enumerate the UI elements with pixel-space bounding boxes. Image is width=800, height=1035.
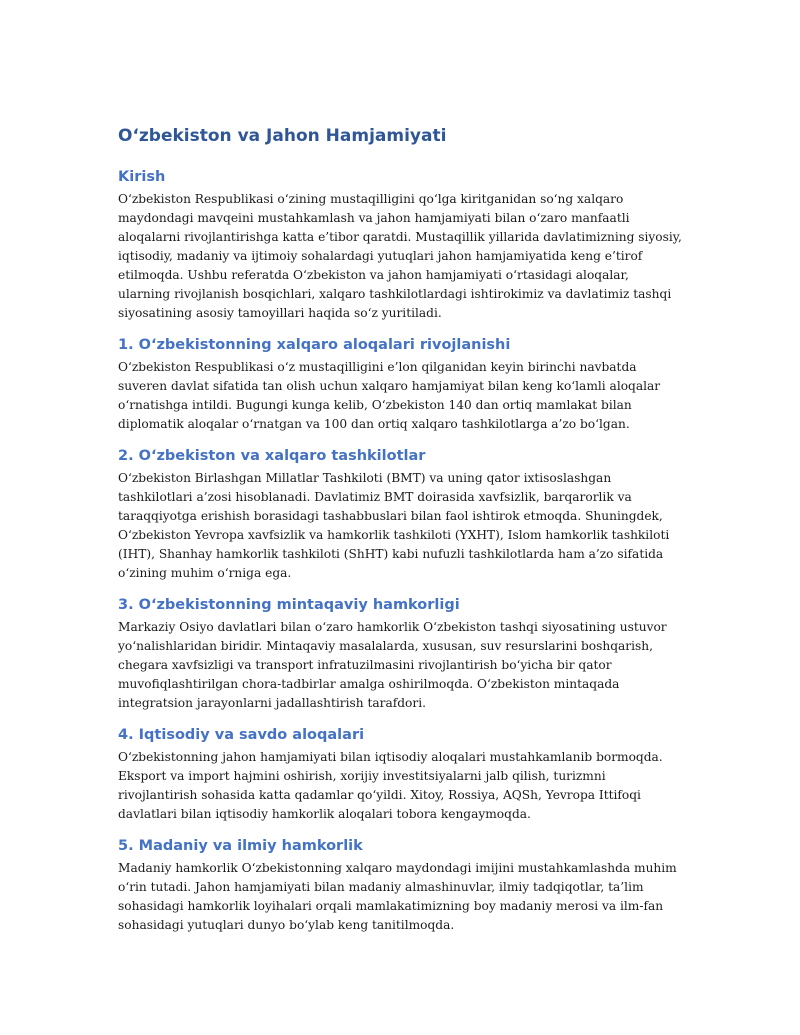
section-heading: 1. O‘zbekistonning xalqaro aloqalari rivojlanishi	[118, 337, 511, 353]
section-regional-cooperation	[118, 595, 683, 713]
section-paragraph: Markaziy Osiyo davlatlari bilan o‘zaro hamkorlik O‘zbekiston tashqi siyosatining ustuvor yo‘nalishlaridan biridir. Mintaqaviy masalalarda, xususan, suv resurslarini boshqarish, chegara xavfsizligi va transport infratuzilmasini rivojlantirish bo‘yicha bir qator muvofiqlashtirilgan chora-tadbirlar amalga oshirilmoqda. O‘zbekiston mintaqada integratsion jarayonlarni jadallashtirish tarafdori.	[118, 620, 667, 710]
section-paragraph: O‘zbekistonning jahon hamjamiyati bilan iqtisodiy aloqalari mustahkamlanib bormoqda. Eksport va import hajmini oshirish, xorijiy investitsiyalarni jalb qilish, turizmni rivojlantirish sohasida katta qadamlar qo‘yildi. Xitoy, Rossiya, AQSh, Yevropa Ittifoqi davlatlari bilan iqtisodiy hamkorlik aloqalari tobora kengaymoqda.	[118, 750, 663, 821]
section-heading: 5. Madaniy va ilmiy hamkorlik	[118, 838, 363, 854]
section-introduction	[118, 167, 683, 323]
document-page	[118, 124, 683, 947]
section-paragraph: O‘zbekiston Respublikasi o‘zining mustaqilligini qo‘lga kiritganidan so‘ng xalqaro maydondagi mavqeini mustahkamlash va jahon hamjamiyati bilan o‘zaro manfaatli aloqalarni rivojlantirishga katta e’tibor qaratdi. Mustaqillik yillarida davlatimizning siyosiy, iqtisodiy, madaniy va ijtimoiy sohalardagi yutuqlari jahon hamjamiyatida keng e’tirof etilmoqda. Ushbu referatda O‘zbekiston va jahon hamjamiyati o‘rtasidagi aloqalar, ularning rivojlanish bosqichlari, xalqaro tashkilotlardagi ishtirokimiz va davlatimiz tashqi siyosatining asosiy tamoyillari haqida so‘z yuritiladi.	[118, 192, 682, 320]
section-heading: Kirish	[118, 169, 166, 185]
section-international-relations	[118, 335, 683, 434]
section-heading: 3. O‘zbekistonning mintaqaviy hamkorligi	[118, 597, 460, 613]
section-paragraph: Madaniy hamkorlik O‘zbekistonning xalqaro maydondagi imijini mustahkamlashda muhim o‘rin tutadi. Jahon hamjamiyati bilan madaniy almashinuvlar, ilmiy tadqiqotlar, ta’lim sohasidagi hamkorlik loyihalari orqali mamlakatimizning boy madaniy merosi va ilm-fan sohasidagi yutuqlari dunyo bo‘ylab keng tanitilmoqda.	[118, 861, 677, 932]
section-heading: 4. Iqtisodiy va savdo aloqalari	[118, 727, 365, 743]
section-cultural-cooperation	[118, 836, 683, 935]
section-international-organizations	[118, 446, 683, 583]
document-title: O‘zbekiston va Jahon Hamjamiyati	[118, 126, 447, 146]
section-paragraph: O‘zbekiston Respublikasi o‘z mustaqilligini e’lon qilganidan keyin birinchi navbatda suveren davlat sifatida tan olish uchun xalqaro hamjamiyat bilan keng ko‘lamli aloqalar o‘rnatishga intildi. Bugungi kunga kelib, O‘zbekiston 140 dan ortiq mamlakat bilan diplomatik aloqalar o‘rnatgan va 100 dan ortiq xalqaro tashkilotlarga a’zo bo‘lgan.	[118, 360, 661, 431]
section-paragraph: O‘zbekiston Birlashgan Millatlar Tashkiloti (BMT) va uning qator ixtisoslashgan tashkilotlari a’zosi hisoblanadi. Davlatimiz BMT doirasida xavfsizlik, barqarorlik va taraqqiyotga erishish borasidagi tashabbuslari bilan faol ishtirok etmoqda. Shuningdek, O‘zbekiston Yevropa xavfsizlik va hamkorlik tashkiloti (YXHT), Islom hamkorlik tashkiloti (IHT), Shanhay hamkorlik tashkiloti (ShHT) kabi nufuzli tashkilotlarda ham a’zo sifatida o‘zining muhim o‘rniga ega.	[118, 471, 670, 580]
section-economic-relations	[118, 725, 683, 824]
section-heading: 2. O‘zbekiston va xalqaro tashkilotlar	[118, 448, 426, 464]
